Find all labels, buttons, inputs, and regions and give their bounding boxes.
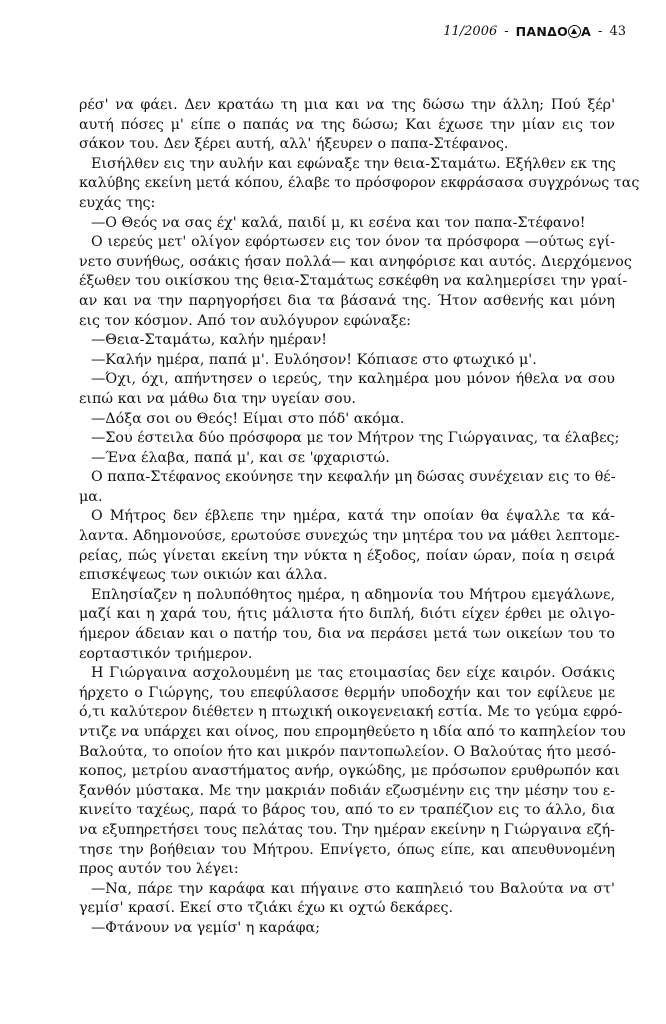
text-line: τησε την βοήθειαν του Μήτρου. Επνίγετο, όπως είπε, και απευθυνομένη (79, 841, 615, 858)
text-line: Ο Μήτρος δεν έβλεπε την ημέρα, κατά την οποίαν θα έψαλλε τα κά- (91, 508, 615, 525)
text-line: Βαλούτα, το οποίον ήτο και μικρόν παντοπωλείον. Ο Βαλούτας ήτο μεσό- (79, 743, 616, 760)
text-line: ειπώ και να μάθω δια την υγείαν σου. (79, 390, 356, 407)
header-separator: - (504, 24, 509, 39)
text-line: επισκέψεως των οικιών και άλλα. (79, 567, 328, 584)
paragraph (79, 96, 615, 155)
text-line: ό,τι καλύτερον διέθετεν η πτωχική οικογενειακή εστία. Με το γεύμα εφρό- (79, 704, 623, 721)
text-line: σάκον του. Δεν ξέρει αυτή, αλλ' ήξευρεν ο παπα-Στέφανος. (79, 136, 509, 153)
text-line: λαντα. Αδημονούσε, ερωτούσε συνεχώς την μητέρα του να μάθει λεπτομε- (79, 528, 620, 545)
text-line: μα. (79, 488, 103, 505)
paragraph (79, 919, 615, 939)
issue-date: 11/2006 (443, 24, 498, 39)
text-line: ήρχετο ο Γιώργης, του επεφύλασσε θερμήν υποδοχήν και τον εφίλευε με (79, 684, 615, 701)
text-line: κινείτο ταχέως, παρά το βάρος του, από το εν τραπέζιον εις το άλλο, δια (79, 802, 615, 819)
text-line: να εξυπηρετήσει τους πελάτας του. Την ημέραν εκείνην η Γιώργαινα εζή- (79, 821, 615, 838)
text-line: προς αυτόν του λέγει: (79, 861, 239, 878)
text-line: Ο ιερεύς μετ' ολίγον εφόρτωσεν εις τον όνον τα πρόσφορα —ούτως εγί- (91, 234, 615, 251)
paragraph (79, 351, 615, 371)
text-line: Ο παπα-Στέφανος εκούνησε την κεφαλήν μη δώσας συνέχειαν εις το θέ- (91, 469, 616, 486)
paragraph (79, 410, 615, 430)
text-line: Εισήλθεν εις την αυλήν και εφώναξε την θεια-Σταμάτω. Εξήλθεν εκ της (91, 155, 616, 172)
text-line: —Ένα έλαβα, παπά μ', και σε 'φχαριστώ. (91, 449, 390, 466)
paragraph (79, 586, 615, 664)
text-line: Η Γιώργαινα ασχολουμένη με τας ετοιμασίας δεν είχε καιρόν. Οσάκις (91, 665, 615, 682)
paragraph (79, 155, 640, 214)
text-line: έξωθεν του οικίσκου της θεια-Σταμάτως εσκέφθη να καλημερίσει την γραί- (79, 273, 628, 290)
paragraph (79, 429, 620, 449)
text-line: νετο συνήθως, οσάκις ήσαν πολλά— και ανηφόρισε και αυτός. Διερχόμενος (79, 253, 632, 270)
text-line: ντιζε να υπάρχει και οίνος, που επρομηθεύετο η ιδία από το καπηλείον του (79, 724, 626, 740)
text-line: —Όχι, όχι, απήντησεν ο ιερεύς, την καλημέρα μου μόνον ήθελα να σου (91, 371, 615, 388)
text-line: —Σου έστειλα δύο πρόσφορα με τον Μήτρον της Γιώργαινας, τα έλαβες; (91, 430, 620, 447)
magazine-title: ΠΑΝΔΟ Α (515, 24, 592, 39)
text-line: ρείας, πώς γίνεται εκείνη την νύκτα η έξοδος, ποίαν ώραν, ποία η σειρά (79, 547, 615, 564)
pandora-logo-icon (568, 25, 581, 38)
text-line: αν και να την παρηγορήσει δια τα βάσανά της. Ήτον ασθενής και μόνη (79, 292, 615, 309)
text-line: —Ο Θεός να σας έχ' καλά, παιδί μ, κι εσένα και τον παπα-Στέφανο! (91, 214, 586, 231)
paragraph (79, 468, 615, 507)
text-line: ξανθόν μύστακα. Με την μακριάν ποδιάν εζωσμένην εις την μέσην του ε- (79, 782, 615, 799)
paragraph (79, 449, 615, 469)
text-line: Επλησίαζεν η πολυπόθητος ημέρα, η αδημονία του Μήτρου εμεγάλωνε, (91, 586, 615, 603)
paragraph (79, 331, 615, 351)
paragraph (79, 880, 615, 919)
paragraph (79, 664, 626, 880)
page-number: 43 (609, 24, 626, 39)
text-line: μαζί και η χαρά του, ήτις μάλιστα ήτο διπλή, διότι είχεν έρθει με ολιγο- (79, 606, 615, 623)
text-line: —Να, πάρε την καράφα και πήγαινε στο καπηλειό του Βαλούτα να στ' (91, 880, 615, 897)
text-line: —Φτάνουν να γεμίσ' η καράφα; (91, 919, 321, 936)
text-line: καλύβης εκείνη μετά κόπου, έλαβε το πρόσφορον εκφράσασα συγχρόνως τας (79, 175, 640, 192)
paragraph (79, 214, 615, 234)
paragraph (79, 507, 620, 585)
header-separator: - (598, 24, 603, 39)
paragraph (79, 233, 632, 331)
text-line: γεμίσ' κρασί. Εκεί στο τζιάκι έχω κι οχτώ δεκάρες. (79, 900, 453, 917)
text-line: εις τον κόσμον. Από τον αυλόγυρον εφώναξε: (79, 312, 411, 329)
text-line: εορταστικόν τριήμερον. (79, 645, 253, 662)
text-line: ρέσ' να φάει. Δεν κρατάω τη μια και να της δώσω την άλλη; Πού ξέρ' (79, 97, 615, 113)
page-header (443, 24, 626, 39)
text-line: ήμερον άδειαν και ο πατήρ του, δια να περάσει μετά των οικείων του το (79, 626, 615, 643)
paragraph (79, 370, 615, 409)
text-line: κοπος, μετρίου αναστήματος ανήρ, ογκώδης, με πρόσωπον ερυθρωπόν και (79, 763, 620, 780)
text-line: —Δόξα σοι ου Θεός! Είμαι στο πόδ' ακόμα. (91, 410, 405, 427)
text-line: ευχάς της: (79, 194, 156, 211)
text-line: αυτή πόσες μ' είπε ο παπάς να της δώσω; Και έχωσε την μίαν εις τον (79, 116, 615, 133)
article-body (79, 96, 640, 939)
text-line: —Θεια-Σταμάτω, καλήν ημέραν! (91, 332, 328, 349)
text-line: —Καλήν ημέρα, παπά μ'. Ευλόησον! Κόπιασε στο φτωχικό μ'. (91, 351, 537, 368)
